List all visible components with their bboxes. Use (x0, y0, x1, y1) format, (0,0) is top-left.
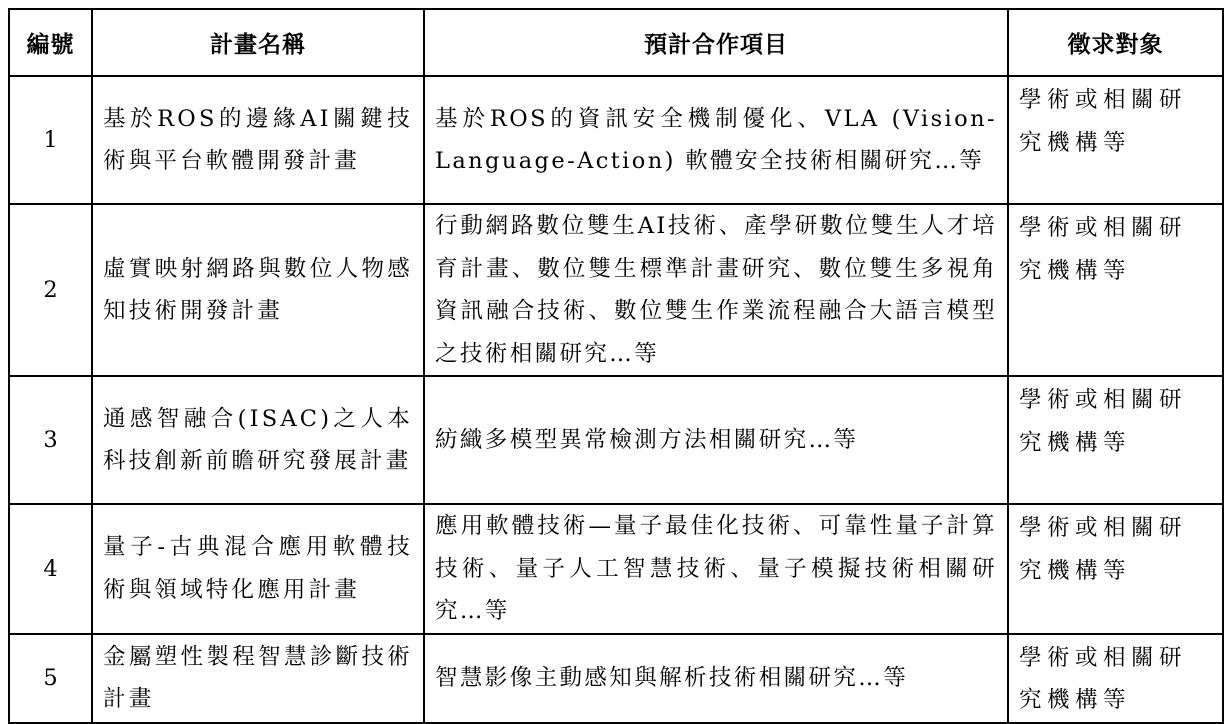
collab-items: 基於ROS的資訊安全機制優化、VLA (Vision-Language-Action) 軟體安全技術相關研究…等 (424, 76, 1008, 204)
row-number: 5 (9, 634, 92, 723)
table-row (9, 376, 1223, 504)
plan-name: 量子-古典混合應用軟體技術與領域特化應用計畫 (92, 504, 424, 634)
collaboration-table (8, 8, 1224, 724)
table-row (9, 634, 1223, 723)
table-row (9, 504, 1223, 634)
header-target: 徵求對象 (1008, 9, 1223, 76)
header-collab-items: 預計合作項目 (424, 9, 1008, 76)
row-number: 4 (9, 504, 92, 634)
row-number: 3 (9, 376, 92, 504)
table-row (9, 76, 1223, 204)
collab-items: 行動網路數位雙生AI技術、產學研數位雙生人才培育計畫、數位雙生標準計畫研究、數位雙生多視角資訊融合技術、數位雙生作業流程融合大語言模型之技術相關研究…等 (424, 204, 1008, 376)
collab-items: 應用軟體技術—量子最佳化技術、可靠性量子計算技術、量子人工智慧技術、量子模擬技術相關研究…等 (424, 504, 1008, 634)
plan-name: 虛實映射網路與數位人物感知技術開發計畫 (92, 204, 424, 376)
plan-name: 通感智融合(ISAC)之人本科技創新前瞻研究發展計畫 (92, 376, 424, 504)
target-audience: 學術或相關研究機構等 (1008, 204, 1223, 376)
target-audience: 學術或相關研究機構等 (1008, 504, 1223, 634)
row-number: 1 (9, 76, 92, 204)
header-no: 編號 (9, 9, 92, 76)
header-row (9, 9, 1223, 76)
table-row (9, 204, 1223, 376)
target-audience: 學術或相關研究機構等 (1008, 76, 1223, 204)
target-audience: 學術或相關研究機構等 (1008, 634, 1223, 723)
plan-name: 金屬塑性製程智慧診斷技術計畫 (92, 634, 424, 723)
plan-name: 基於ROS的邊緣AI關鍵技術與平台軟體開發計畫 (92, 76, 424, 204)
header-plan-name: 計畫名稱 (92, 9, 424, 76)
document-page (8, 8, 1224, 724)
collab-items: 智慧影像主動感知與解析技術相關研究…等 (424, 634, 1008, 723)
row-number: 2 (9, 204, 92, 376)
collab-items: 紡織多模型異常檢測方法相關研究…等 (424, 376, 1008, 504)
target-audience: 學術或相關研究機構等 (1008, 376, 1223, 504)
